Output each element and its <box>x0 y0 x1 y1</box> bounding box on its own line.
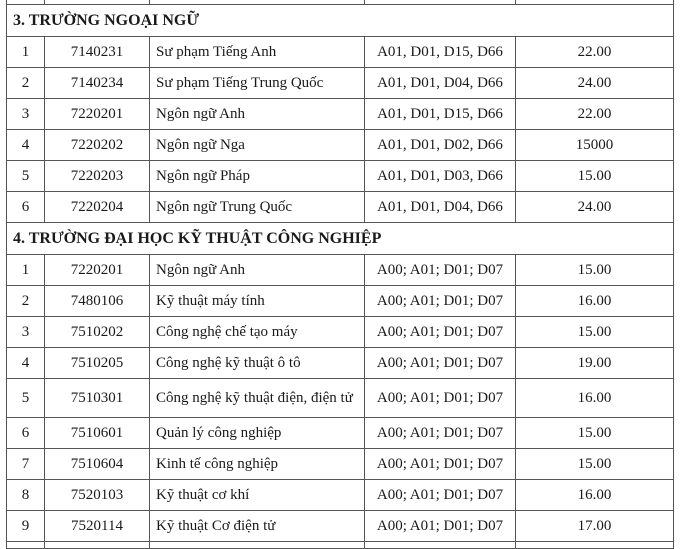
table-row <box>7 255 674 286</box>
table-row <box>7 511 674 542</box>
table-row <box>7 68 674 99</box>
subject-combinations: A01, D01, D04, D66 <box>365 68 516 99</box>
major-code: 7520114 <box>45 511 150 542</box>
table-row <box>7 37 674 68</box>
cutoff-score: 16.00 <box>516 286 674 317</box>
cutoff-score: 16.00 <box>516 480 674 511</box>
row-number: 8 <box>7 480 45 511</box>
major-code: 7480106 <box>45 286 150 317</box>
major-code: 7520103 <box>45 480 150 511</box>
major-code: 7220201 <box>45 99 150 130</box>
major-name: Kỹ thuật cơ khí <box>150 480 365 511</box>
cutoff-score: 15.00 <box>516 161 674 192</box>
table-row <box>7 480 674 511</box>
row-number: 1 <box>7 37 45 68</box>
subject-combinations: A00; A01; D01; D07 <box>365 418 516 449</box>
major-name: Ngôn ngữ Nga <box>150 130 365 161</box>
row-number: 3 <box>7 317 45 348</box>
major-code: 7510301 <box>45 379 150 418</box>
cutoff-score: 15.00 <box>516 449 674 480</box>
subject-combinations: A00; A01; D01; D07 <box>365 348 516 379</box>
table-row <box>7 161 674 192</box>
section-header-dai-hoc-ky-thuat-cong-nghiep <box>7 223 674 255</box>
major-code: 7510604 <box>45 449 150 480</box>
admission-scores-document <box>6 0 674 549</box>
cutoff-score: 22.00 <box>516 99 674 130</box>
row-number: 4 <box>7 348 45 379</box>
cutoff-score: 15.00 <box>516 255 674 286</box>
subject-combinations: A00; A01; D01; D07 <box>365 255 516 286</box>
major-name: Ngôn ngữ Pháp <box>150 161 365 192</box>
cutoff-score: 24.00 <box>516 192 674 223</box>
major-code: 7140231 <box>45 37 150 68</box>
subject-combinations: A01, D01, D04, D66 <box>365 192 516 223</box>
major-name: Kinh tế công nghiệp <box>150 449 365 480</box>
major-name: Ngôn ngữ Trung Quốc <box>150 192 365 223</box>
row-number: 5 <box>7 379 45 418</box>
table-row-partial-bottom <box>7 542 674 549</box>
major-code: 7140234 <box>45 68 150 99</box>
table-row <box>7 449 674 480</box>
subject-combinations: A01, D01, D15, D66 <box>365 99 516 130</box>
major-name: Kỹ thuật Cơ điện tử <box>150 511 365 542</box>
table-row <box>7 418 674 449</box>
subject-combinations: A00; A01; D01; D07 <box>365 379 516 418</box>
cutoff-score: 22.00 <box>516 37 674 68</box>
cutoff-score: 24.00 <box>516 68 674 99</box>
table-row <box>7 286 674 317</box>
major-code: 7510601 <box>45 418 150 449</box>
major-code: 7220204 <box>45 192 150 223</box>
major-name: Sư phạm Tiếng Trung Quốc <box>150 68 365 99</box>
table-row <box>7 317 674 348</box>
row-number: 1 <box>7 255 45 286</box>
major-name: Quản lý công nghiệp <box>150 418 365 449</box>
cutoff-score: 16.00 <box>516 379 674 418</box>
subject-combinations: A00; A01; D01; D07 <box>365 317 516 348</box>
row-number: 7 <box>7 449 45 480</box>
major-name: Sư phạm Tiếng Anh <box>150 37 365 68</box>
subject-combinations: A00; A01; D01; D07 <box>365 449 516 480</box>
row-number: 2 <box>7 286 45 317</box>
major-name: Công nghệ kỹ thuật điện, điện tử <box>150 379 365 418</box>
section-title: 4. TRƯỜNG ĐẠI HỌC KỸ THUẬT CÔNG NGHIỆP <box>7 223 674 255</box>
table-row <box>7 99 674 130</box>
section-header-ngoai-ngu <box>7 5 674 37</box>
cutoff-score: 15.00 <box>516 418 674 449</box>
major-code: 7220203 <box>45 161 150 192</box>
major-code: 7220201 <box>45 255 150 286</box>
row-number: 9 <box>7 511 45 542</box>
row-number: 3 <box>7 99 45 130</box>
major-name: Kỹ thuật máy tính <box>150 286 365 317</box>
subject-combinations: A00; A01; D01; D07 <box>365 511 516 542</box>
row-number: 2 <box>7 68 45 99</box>
subject-combinations: A00; A01; D01; D07 <box>365 286 516 317</box>
section-title: 3. TRƯỜNG NGOẠI NGỮ <box>7 5 674 37</box>
major-code: 7510202 <box>45 317 150 348</box>
major-name: Ngôn ngữ Anh <box>150 255 365 286</box>
table-row <box>7 348 674 379</box>
table-row <box>7 379 674 418</box>
subject-combinations: A00; A01; D01; D07 <box>365 480 516 511</box>
cutoff-score: 17.00 <box>516 511 674 542</box>
admission-scores-table <box>6 0 674 549</box>
table-row <box>7 192 674 223</box>
subject-combinations: A01, D01, D02, D66 <box>365 130 516 161</box>
cutoff-score: 15.00 <box>516 317 674 348</box>
major-code: 7220202 <box>45 130 150 161</box>
major-name: Công nghệ kỹ thuật ô tô <box>150 348 365 379</box>
major-code: 7510205 <box>45 348 150 379</box>
cutoff-score: 19.00 <box>516 348 674 379</box>
major-name: Công nghệ chế tạo máy <box>150 317 365 348</box>
row-number: 6 <box>7 418 45 449</box>
cutoff-score: 15000 <box>516 130 674 161</box>
subject-combinations: A01, D01, D15, D66 <box>365 37 516 68</box>
row-number: 5 <box>7 161 45 192</box>
row-number: 6 <box>7 192 45 223</box>
row-number: 4 <box>7 130 45 161</box>
major-name: Ngôn ngữ Anh <box>150 99 365 130</box>
table-row <box>7 130 674 161</box>
subject-combinations: A01, D01, D03, D66 <box>365 161 516 192</box>
